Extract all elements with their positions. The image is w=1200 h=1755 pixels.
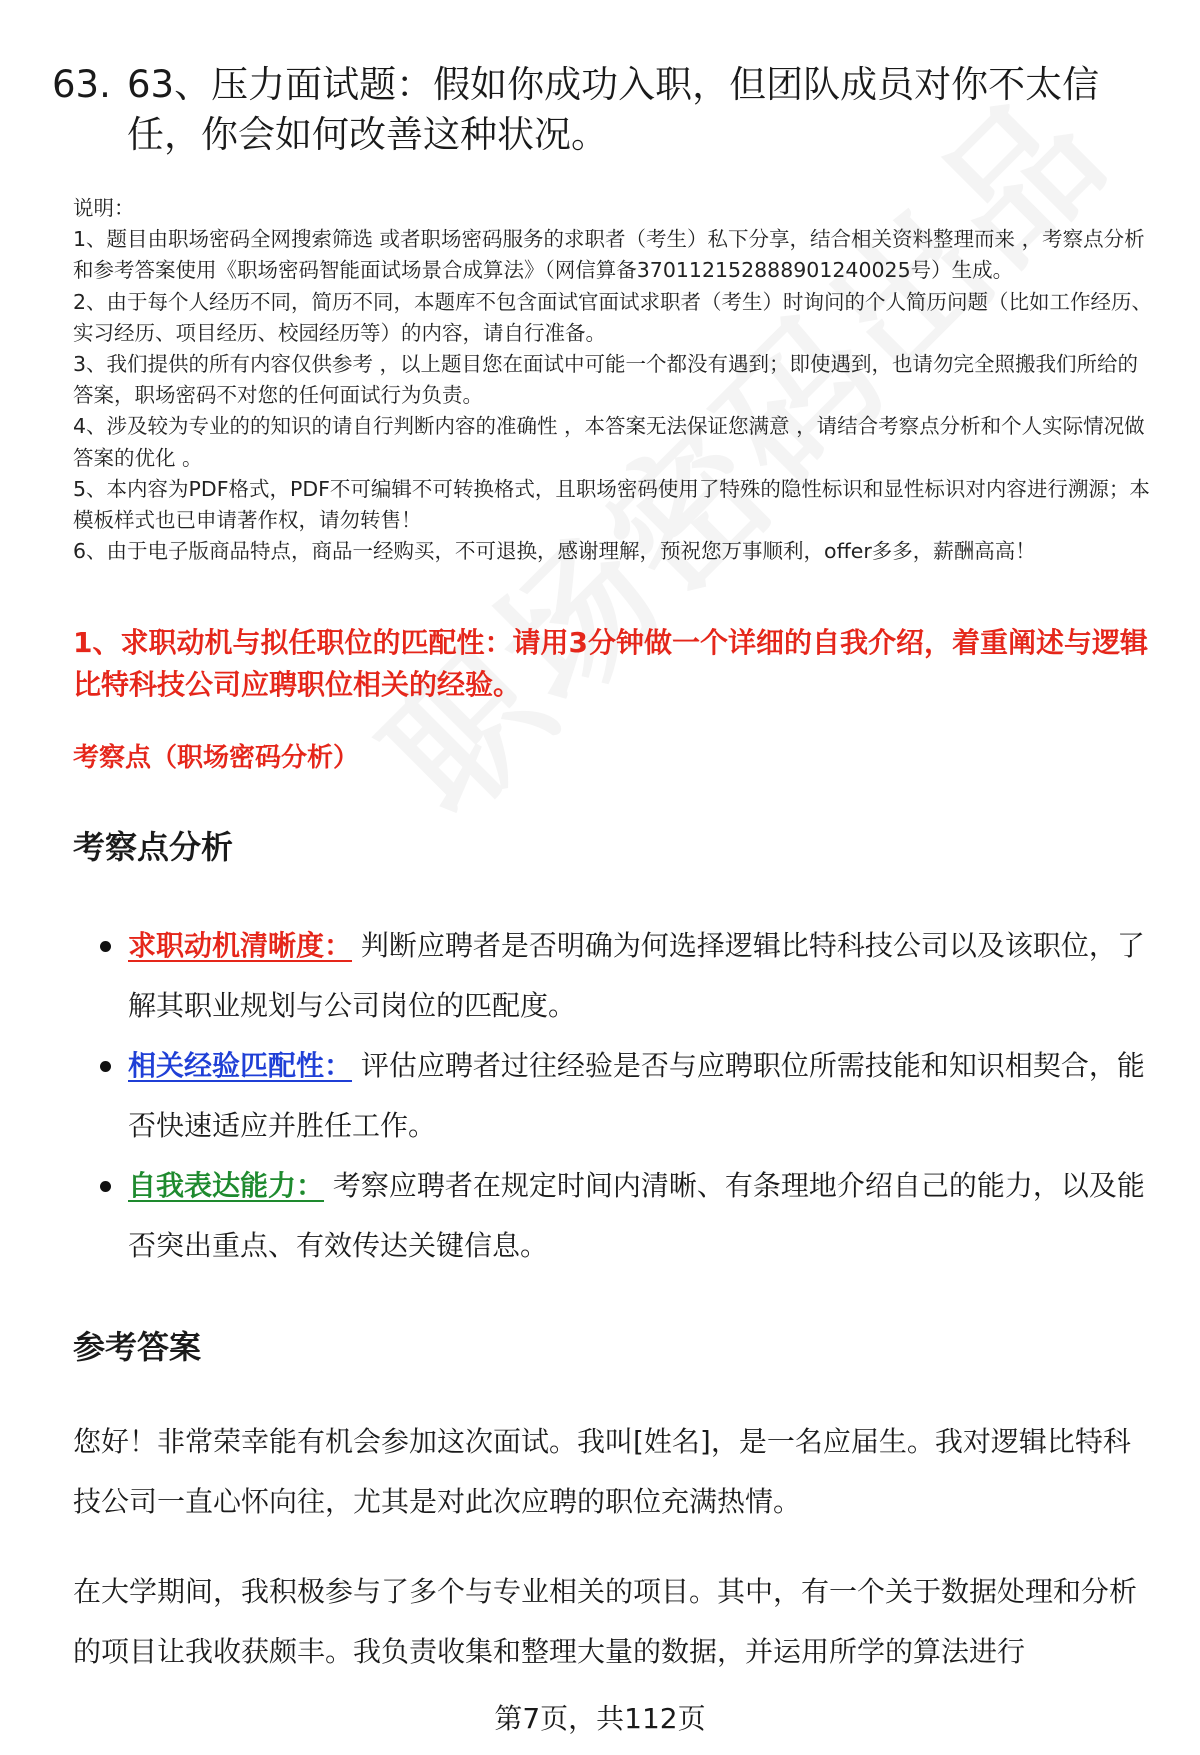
answer-paragraph: 在大学期间，我积极参与了多个与专业相关的项目。其中，有一个关于数据处理和分析的项目让我收获颇丰。我负责收集和整理大量的数据，并运用所学的算法进行 [73, 1575, 1138, 1668]
analysis-text: 判断应聘者是否明确为何选择逻辑比特科技公司以及该职位，了解其职业规划与公司岗位的匹配度。 [128, 929, 1145, 1022]
kaochadian-label: 考察点（职场密码分析） [73, 743, 360, 773]
notes-item: 3、我们提供的所有内容仅供参考 ，以上题目您在面试中可能一个都没有遇到；即使遇到，也请勿完全照搬我们所给的答案，职场密码不对您的任何面试行为负责。 [73, 352, 1139, 408]
analysis-key: 相关经验匹配性： [128, 1049, 353, 1082]
sub-question: 1、求职动机与拟任职位的匹配性：请用3分钟做一个详细的自我介绍，着重阐述与逻辑比特科技公司应聘职位相关的经验。 [73, 626, 1148, 701]
question-title [52, 60, 1152, 160]
analysis-item [73, 1036, 1158, 1156]
page-footer: 第7页，共112页 [494, 1702, 706, 1735]
bullet-dot-icon [100, 941, 111, 952]
analysis-text: 考察应聘者在规定时间内清晰、有条理地介绍自己的能力，以及能否突出重点、有效传达关键信息。 [128, 1169, 1145, 1262]
bullet-dot-icon [100, 1181, 111, 1192]
notes-item: 6、由于电子版商品特点，商品一经购买，不可退换，感谢理解，预祝您万事顺利，offer多多，薪酬高高！ [73, 539, 1036, 564]
notes-block [73, 193, 1158, 567]
answer-heading: 参考答案 [73, 1328, 202, 1366]
question-text: 63、压力面试题：假如你成功入职，但团队成员对你不太信任，你会如何改善这种状况。 [127, 63, 1100, 156]
bullet-dot-icon [100, 1061, 111, 1072]
analysis-list [73, 916, 1158, 1276]
notes-heading: 说明： [73, 196, 135, 220]
analysis-text: 评估应聘者过往经验是否与应聘职位所需技能和知识相契合，能否快速适应并胜任工作。 [128, 1049, 1145, 1142]
notes-item: 1、题目由职场密码全网搜索筛选 或者职场密码服务的求职者（考生）私下分享，结合相关资料整理而来 ，考察点分析和参考答案使用《职场密码智能面试场景合成算法》（网信算备370112152888901240025号）生成。 [73, 227, 1145, 283]
notes-item: 5、本内容为PDF格式，PDF不可编辑不可转换格式，且职场密码使用了特殊的隐性标识和显性标识对内容进行溯源；本模板样式也已申请著作权，请勿转售！ [73, 476, 1150, 533]
notes-item: 4、涉及较为专业的的知识的请自行判断内容的准确性 ，本答案无法保证您满意 ，请结合考察点分析和个人实际情况做答案的优化 。 [73, 414, 1145, 470]
notes-item: 2、由于每个人经历不同，简历不同，本题库不包含面试官面试求职者（考生）时询问的个人简历问题（比如工作经历、实习经历、项目经历、校园经历等）的内容，请自行准备。 [73, 289, 1153, 345]
analysis-key: 自我表达能力： [128, 1169, 325, 1202]
question-number: 63. [52, 63, 111, 106]
analysis-item [73, 1156, 1158, 1276]
analysis-heading: 考察点分析 [73, 828, 234, 866]
answer-paragraph: 您好！非常荣幸能有机会参加这次面试。我叫[姓名]，是一名应届生。我对逻辑比特科技公司一直心怀向往，尤其是对此次应聘的职位充满热情。 [73, 1425, 1131, 1518]
analysis-key: 求职动机清晰度： [128, 929, 353, 962]
analysis-item [73, 916, 1158, 1036]
